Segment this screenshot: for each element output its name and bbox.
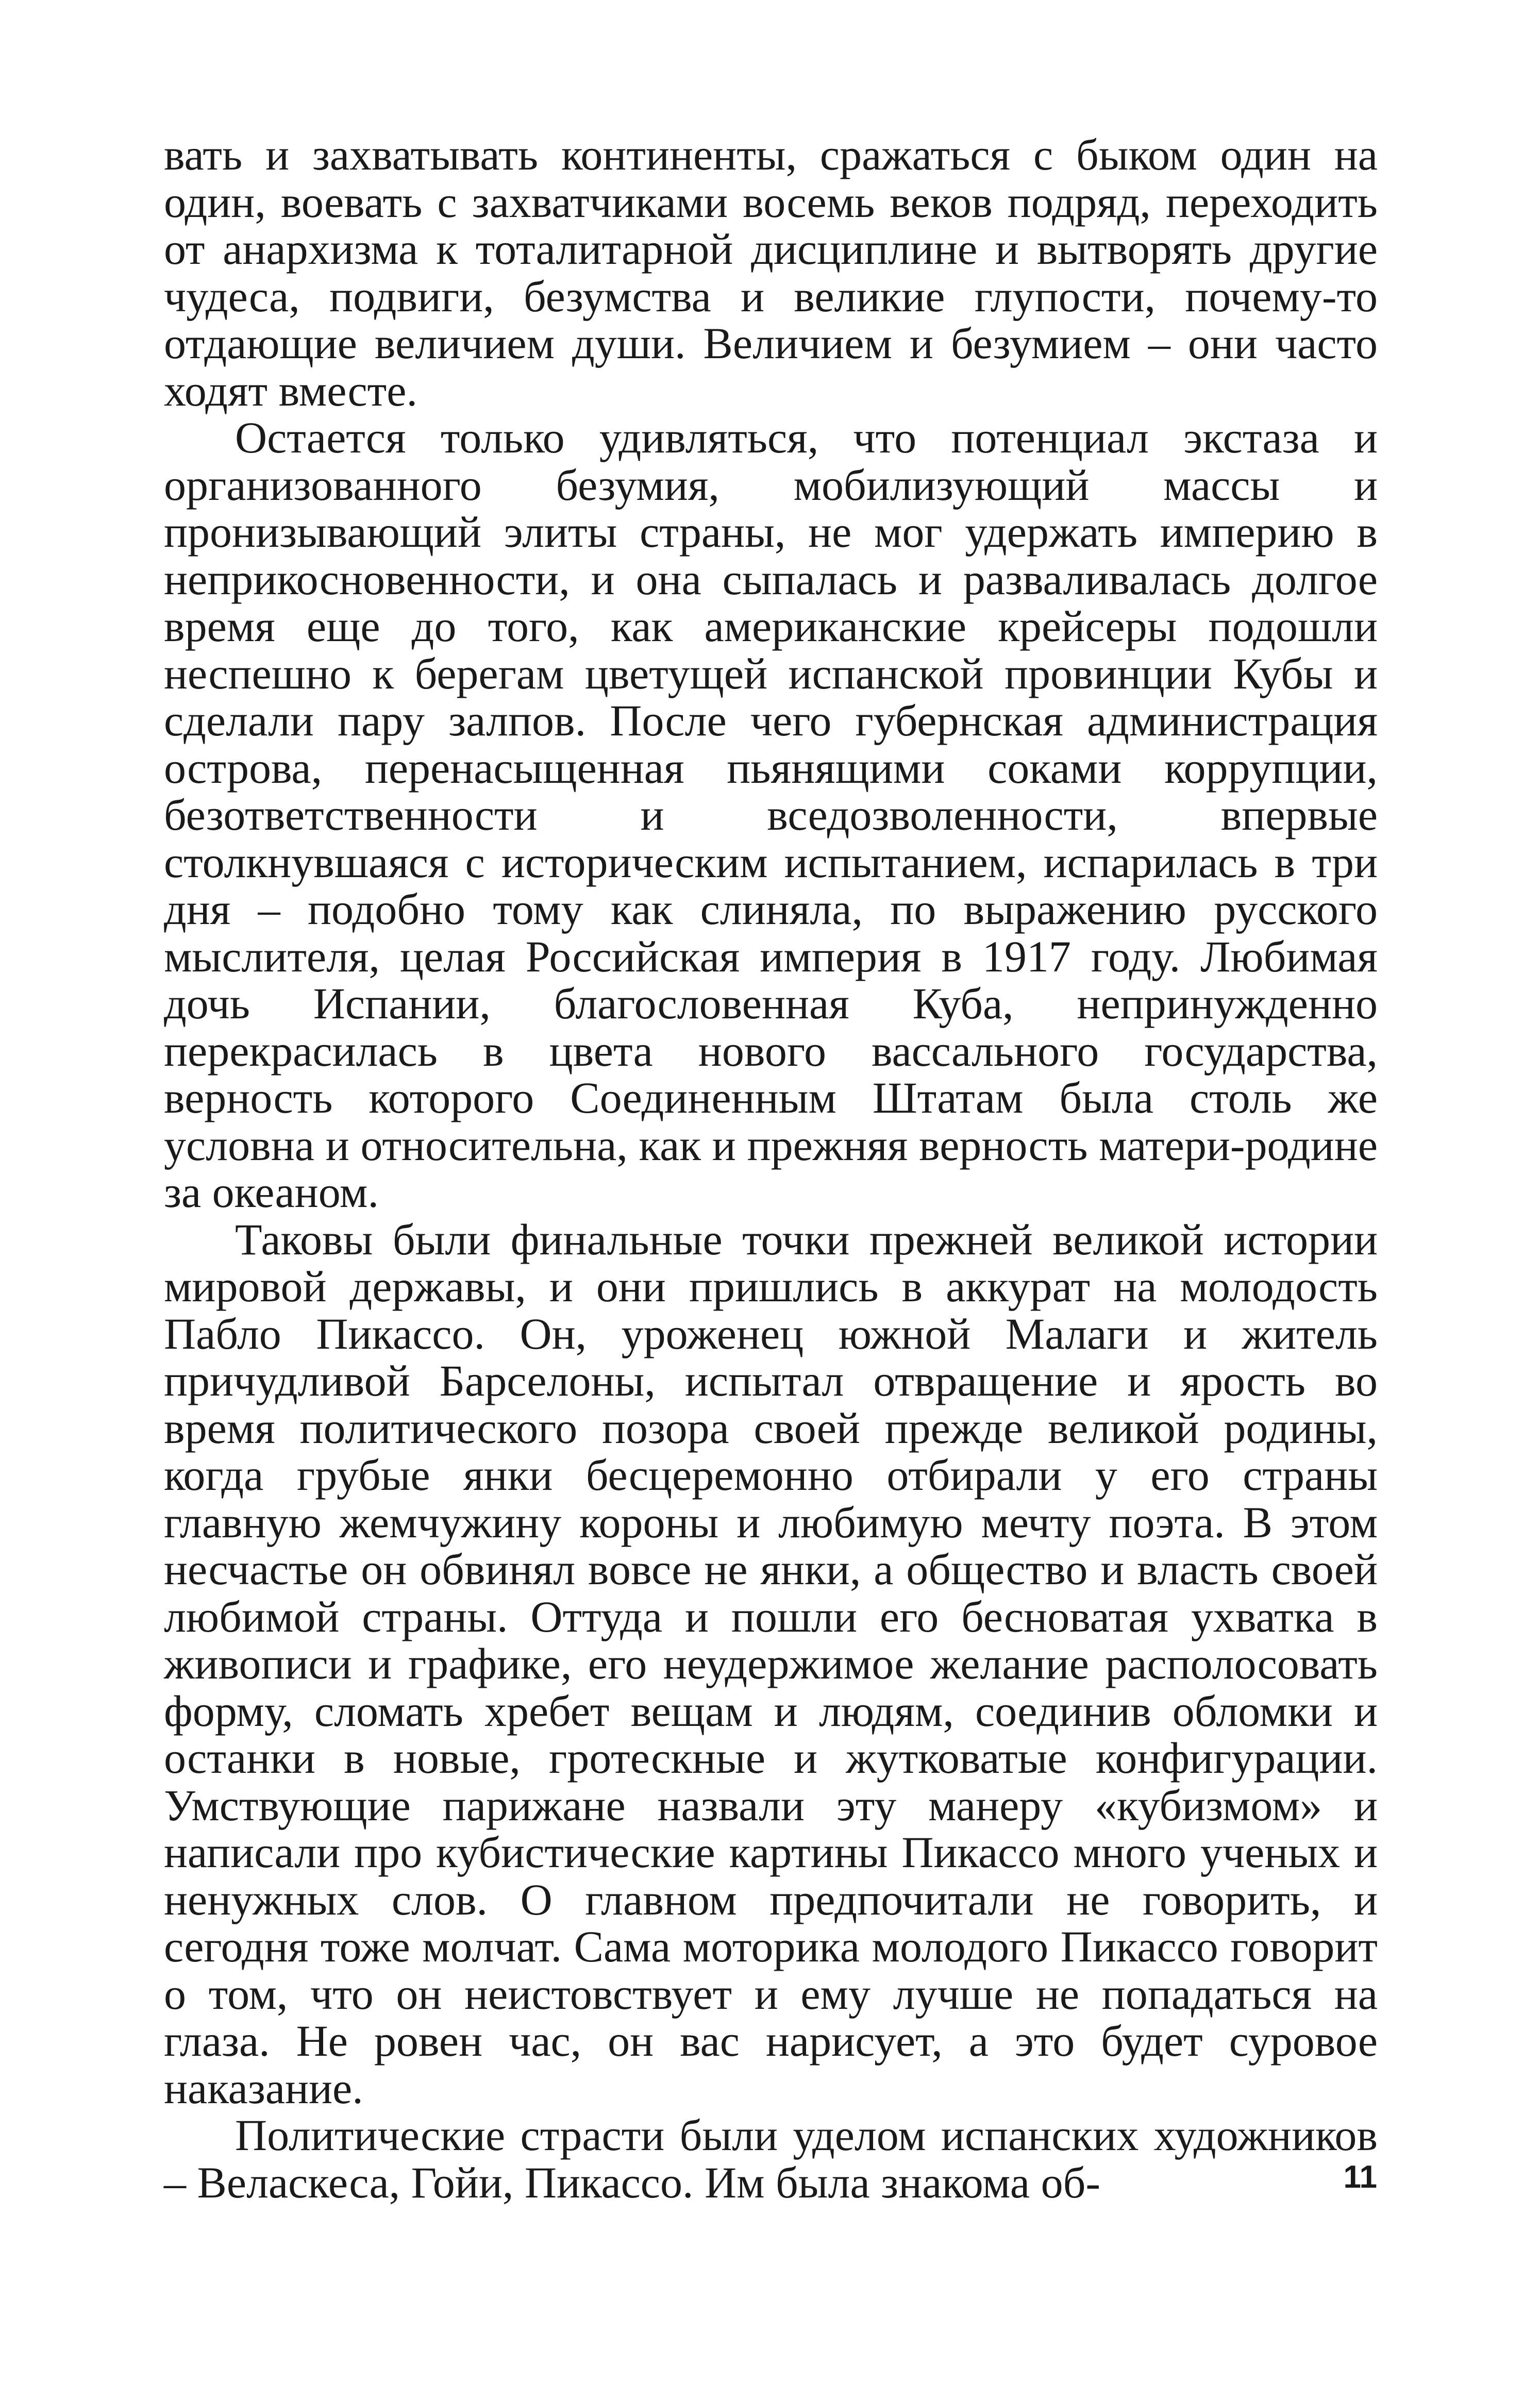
page-number: 11 bbox=[1343, 2159, 1377, 2195]
body-text bbox=[164, 131, 1378, 2206]
paragraph-2: Остается только удивляться, что потенциал экстаза и организованного безумия, мобилизующий массы и пронизывающий элиты страны, не мог удержать империю в неприкосновенности, и она сыпалась и разваливалась долгое время еще до того, как американские крейсеры подошли неспешно к берегам цветущей испанской провинции Кубы и сделали пару залпов. После чего губернская администрация острова, перенасыщенная пьянящими соками коррупции, безответственности и вседозволенности, впервые столкнувшаяся с историческим испытанием, испарилась в три дня – подобно тому как слиняла, по выражению русского мыслителя, целая Российская империя в 1917 году. Любимая дочь Испании, благословенная Куба, непринужденно перекрасилась в цвета нового вассального государства, верность которого Соединенным Штатам была столь же условна и относительна, как и прежняя верность матери-родине за океаном. bbox=[164, 413, 1378, 1217]
paragraph-4: Политические страсти были уделом испанских художников – Веласкеса, Гойи, Пикассо. Им была знакома об- bbox=[164, 2110, 1378, 2207]
paragraph-3: Таковы были финальные точки прежней великой истории мировой державы, и они пришлись в аккурат на молодость Пабло Пикассо. Он, уроженец южной Малаги и житель причудливой Барселоны, испытал отвращение и ярость во время политического позора своей прежде великой родины, когда грубые янки бесцеремонно отбирали у его страны главную жемчужину короны и любимую мечту поэта. В этом несчастье он обвинял вовсе не янки, а общество и власть своей любимой страны. Оттуда и пошли его бесноватая ухватка в живописи и графике, его неудержимое желание располосовать форму, сломать хребет вещам и людям, соединив обломки и останки в новые, гротескные и жутковатые конфигурации. Умствующие парижане назвали эту манеру «кубизмом» и написали про кубистические картины Пикассо много ученых и ненужных слов. О главном предпочитали не говорить, и сегодня тоже молчат. Сама моторика молодого Пикассо говорит о том, что он неистовствует и ему лучше не попадаться на глаза. Не ровен час, он вас нарисует, а это будет суровое наказание. bbox=[164, 1214, 1378, 2113]
paragraph-1: вать и захватывать континенты, сражаться с быком один на один, воевать с захватчиками восемь веков подряд, переходить от анархизма к тоталитарной дисциплине и вытворять другие чудеса, подвиги, безумства и великие глупости, почему-то отдающие величием души. Величием и безумием – они часто ходят вместе. bbox=[164, 130, 1378, 415]
